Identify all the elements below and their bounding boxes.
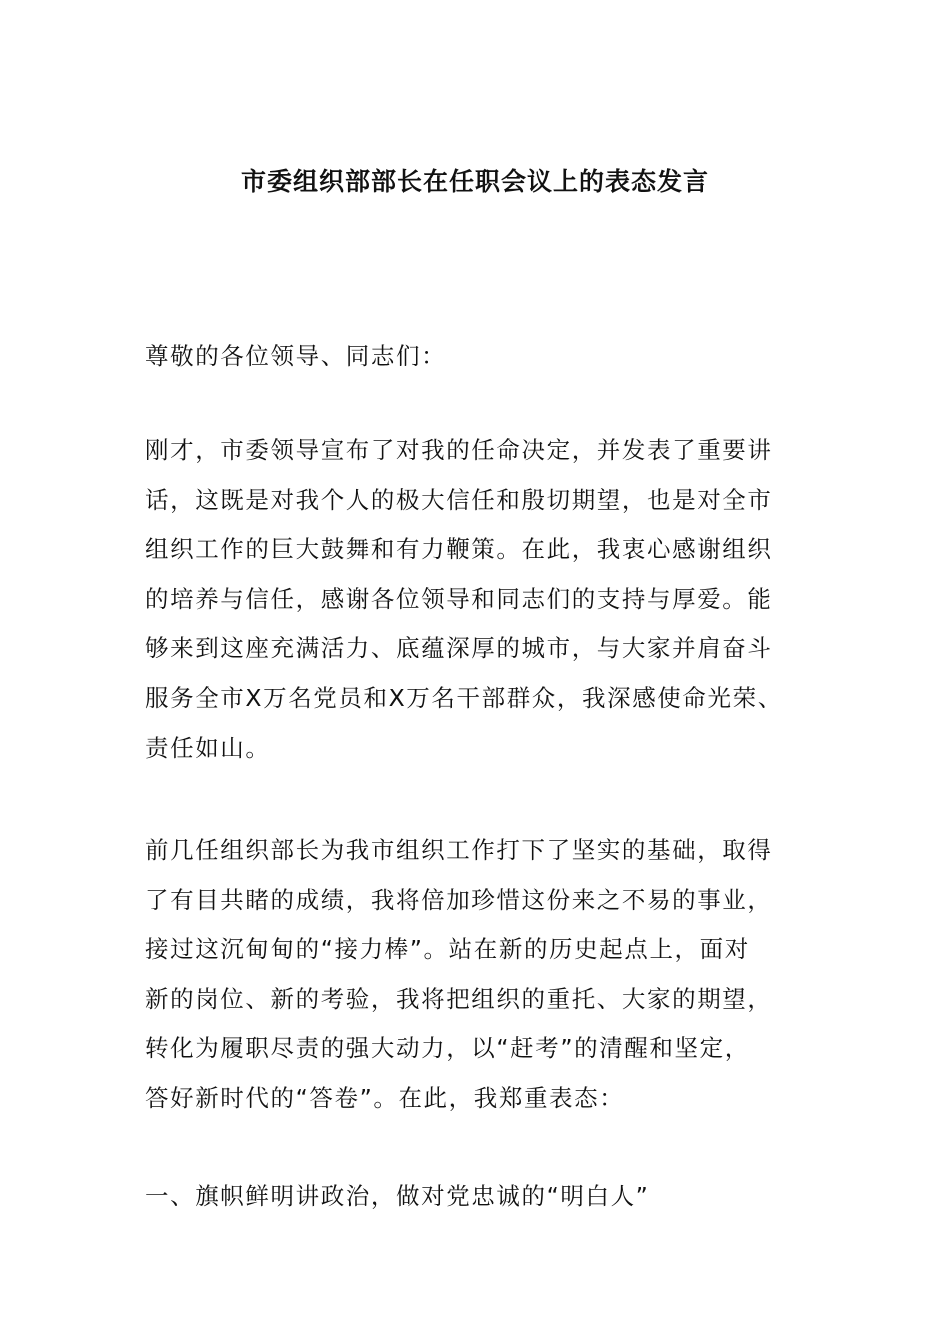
greeting-text: 尊敬的各位领导、同志们： <box>145 342 447 370</box>
paragraph-2 <box>145 826 825 1124</box>
section-heading-text: 一、旗帜鲜明讲政治，做对党忠诚的“明白人” <box>145 1182 650 1210</box>
paragraph-1 <box>145 426 825 773</box>
paragraph-line: 接过这沉甸甸的“接力棒”。站在新的历史起点上，面对 <box>145 935 750 964</box>
paragraph-line: 刚才，市委领导宣布了对我的任命决定，并发表了重要讲 <box>145 436 773 464</box>
greeting <box>145 332 825 382</box>
document-title: 市委组织部部长在任职会议上的表态发言 <box>240 167 709 196</box>
paragraph-line: 新的岗位、新的考验，我将把组织的重托、大家的期望， <box>145 984 773 1013</box>
paragraph-line: 责任如山。 <box>145 733 271 762</box>
paragraph-line: 够来到这座充满活力、底蕴深厚的城市，与大家并肩奋斗 <box>145 634 773 663</box>
paragraph-line: 组织工作的巨大鼓舞和有力鞭策。在此，我衷心感谢组织 <box>145 535 773 564</box>
paragraph-line: 答好新时代的“答卷”。在此，我郑重表态： <box>145 1083 625 1112</box>
paragraph-line: 的培养与信任，感谢各位领导和同志们的支持与厚爱。能 <box>145 584 773 613</box>
paragraph-line: 前几任组织部长为我市组织工作打下了坚实的基础，取得 <box>145 836 773 864</box>
paragraph-line: 服务全市X万名党员和X万名干部群众，我深感使命光荣、 <box>145 683 783 712</box>
paragraph-line: 话，这既是对我个人的极大信任和殷切期望，也是对全市 <box>145 485 773 514</box>
section-heading <box>145 1172 825 1222</box>
paragraph-line: 转化为履职尽责的强大动力，以“赶考”的清醒和坚定， <box>145 1034 750 1063</box>
paragraph-line: 了有目共睹的成绩，我将倍加珍惜这份来之不易的事业， <box>145 885 773 914</box>
